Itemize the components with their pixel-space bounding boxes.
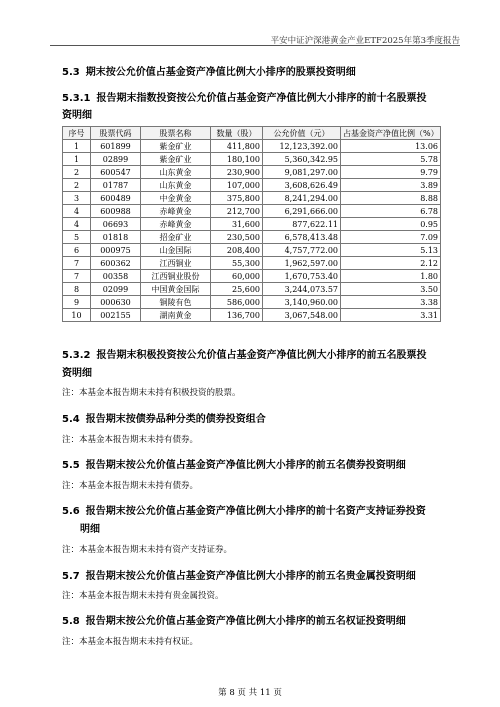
top-ten-stocks-table [62,126,441,322]
table-row [63,244,441,257]
cell-name: 招金矿业 [141,231,211,244]
cell-index: 9 [63,296,91,309]
table-row [63,231,441,244]
cell-index: 4 [63,205,91,218]
cell-fair-value: 5,360,342.95 [263,153,341,166]
page-header [0,0,500,46]
cell-index: 10 [63,309,91,322]
col-header-quantity: 数量（股） [211,127,263,140]
page-footer: 第 8 页 共 11 页 [218,688,282,698]
section-5-3-2-note: 注：本基金本报告期末未持有积极投资的股票。 [62,388,241,398]
table-row [63,140,441,153]
cell-nav-ratio: 0.95 [341,218,441,231]
cell-quantity: 230,900 [211,166,263,179]
col-header-nav-ratio: 占基金资产净值比例（%） [341,127,441,140]
cell-nav-ratio: 3.38 [341,296,441,309]
cell-fair-value: 6,291,666.00 [263,205,341,218]
table-row [63,270,441,283]
section-5-3-2-heading-cont: 资明细 [62,368,92,379]
section-5-3-1-heading: 5.3.1 报告期末指数投资按公允价值占基金资产净值比例大小排序的前十名股票投 [62,93,427,104]
table-row [63,205,441,218]
cell-code: 600362 [91,257,141,270]
cell-name: 江西铜业 [141,257,211,270]
cell-quantity: 25,600 [211,283,263,296]
cell-name: 赤峰黄金 [141,218,211,231]
cell-fair-value: 877,622.11 [263,218,341,231]
cell-nav-ratio: 2.12 [341,257,441,270]
cell-nav-ratio: 3.50 [341,283,441,296]
cell-fair-value: 3,608,626.49 [263,179,341,192]
cell-name: 赤峰黄金 [141,205,211,218]
cell-quantity: 107,000 [211,179,263,192]
cell-index: 6 [63,244,91,257]
section-5-5-heading: 5.5 报告期末按公允价值占基金资产净值比例大小排序的前五名债券投资明细 [62,460,406,471]
table-row [63,309,441,322]
cell-nav-ratio: 1.80 [341,270,441,283]
section-5-7-heading: 5.7 报告期末按公允价值占基金资产净值比例大小排序的前五名贵金属投资明细 [62,571,416,582]
cell-code: 06693 [91,218,141,231]
col-header-fair-value: 公允价值（元） [263,127,341,140]
cell-fair-value: 3,140,960.00 [263,296,341,309]
table-row [63,166,441,179]
cell-code: 02899 [91,153,141,166]
cell-quantity: 212,700 [211,205,263,218]
header-title: 平安中证沪深港黄金产业ETF2025年第3季度报告 [270,36,460,46]
cell-code: 000630 [91,296,141,309]
cell-name: 紫金矿业 [141,153,211,166]
cell-name: 中金黄金 [141,192,211,205]
cell-fair-value: 4,757,772.00 [263,244,341,257]
cell-nav-ratio: 9.79 [341,166,441,179]
cell-code: 600988 [91,205,141,218]
cell-quantity: 230,500 [211,231,263,244]
section-5-7-note: 注：本基金本报告期末未持有贵金属投资。 [62,591,224,601]
col-header-index: 序号 [63,127,91,140]
cell-nav-ratio: 5.78 [341,153,441,166]
cell-name: 紫金矿业 [141,140,211,153]
cell-nav-ratio: 8.88 [341,192,441,205]
cell-nav-ratio: 13.06 [341,140,441,153]
cell-fair-value: 12,123,392.00 [263,140,341,153]
cell-fair-value: 8,241,294.00 [263,192,341,205]
cell-name: 山东黄金 [141,166,211,179]
cell-fair-value: 1,670,753.40 [263,270,341,283]
cell-name: 山金国际 [141,244,211,257]
cell-quantity: 55,300 [211,257,263,270]
table-row [63,153,441,166]
cell-quantity: 180,100 [211,153,263,166]
cell-index: 2 [63,166,91,179]
cell-quantity: 586,000 [211,296,263,309]
cell-fair-value: 9,081,297.00 [263,166,341,179]
cell-nav-ratio: 3.31 [341,309,441,322]
cell-name: 铜陵有色 [141,296,211,309]
cell-code: 01818 [91,231,141,244]
section-5-6-note: 注：本基金本报告期末未持有资产支持证券。 [62,545,233,555]
cell-code: 601899 [91,140,141,153]
col-header-code: 股票代码 [91,127,141,140]
section-5-3-heading: 5.3 期末按公允价值占基金资产净值比例大小排序的股票投资明细 [62,67,356,78]
cell-quantity: 411,800 [211,140,263,153]
cell-index: 3 [63,192,91,205]
table-row [63,257,441,270]
cell-quantity: 60,000 [211,270,263,283]
cell-index: 4 [63,218,91,231]
section-5-3-1-heading-cont: 资明细 [62,110,92,121]
cell-code: 600547 [91,166,141,179]
cell-nav-ratio: 6.78 [341,205,441,218]
col-header-name: 股票名称 [141,127,211,140]
cell-quantity: 375,800 [211,192,263,205]
cell-nav-ratio: 7.09 [341,231,441,244]
cell-index: 8 [63,283,91,296]
cell-name: 中国黄金国际 [141,283,211,296]
table-row [63,192,441,205]
cell-fair-value: 1,962,597.00 [263,257,341,270]
section-5-4-heading: 5.4 报告期末按债券品种分类的债券投资组合 [62,414,266,425]
cell-name: 湖南黄金 [141,309,211,322]
cell-code: 02099 [91,283,141,296]
cell-index: 1 [63,140,91,153]
cell-quantity: 136,700 [211,309,263,322]
section-5-5-note: 注：本基金本报告期末未持有债券。 [62,481,199,491]
cell-fair-value: 6,578,413.48 [263,231,341,244]
cell-index: 7 [63,257,91,270]
cell-fair-value: 3,244,073.57 [263,283,341,296]
cell-index: 2 [63,179,91,192]
section-5-3-2-heading: 5.3.2 报告期末积极投资按公允价值占基金资产净值比例大小排序的前五名股票投 [62,350,427,361]
cell-code: 600489 [91,192,141,205]
cell-name: 江西铜业股份 [141,270,211,283]
cell-index: 7 [63,270,91,283]
section-5-4-note: 注：本基金本报告期末未持有债券。 [62,435,199,445]
table-row [63,296,441,309]
cell-name: 山东黄金 [141,179,211,192]
cell-code: 01787 [91,179,141,192]
cell-nav-ratio: 3.89 [341,179,441,192]
section-5-6-heading: 5.6 报告期末按公允价值占基金资产净值比例大小排序的前十名资产支持证券投资 [62,506,426,517]
cell-nav-ratio: 5.13 [341,244,441,257]
section-5-6-heading-cont: 明细 [80,524,100,535]
cell-quantity: 31,600 [211,218,263,231]
section-5-8-note: 注：本基金本报告期末未持有权证。 [62,637,199,647]
cell-index: 5 [63,231,91,244]
table-row [63,179,441,192]
cell-quantity: 208,400 [211,244,263,257]
cell-code: 000975 [91,244,141,257]
cell-code: 002155 [91,309,141,322]
cell-fair-value: 3,067,548.00 [263,309,341,322]
cell-index: 1 [63,153,91,166]
table-header-row [63,127,441,140]
header-divider [50,45,460,46]
table-row [63,218,441,231]
cell-code: 00358 [91,270,141,283]
table-row [63,283,441,296]
section-5-8-heading: 5.8 报告期末按公允价值占基金资产净值比例大小排序的前五名权证投资明细 [62,616,406,627]
